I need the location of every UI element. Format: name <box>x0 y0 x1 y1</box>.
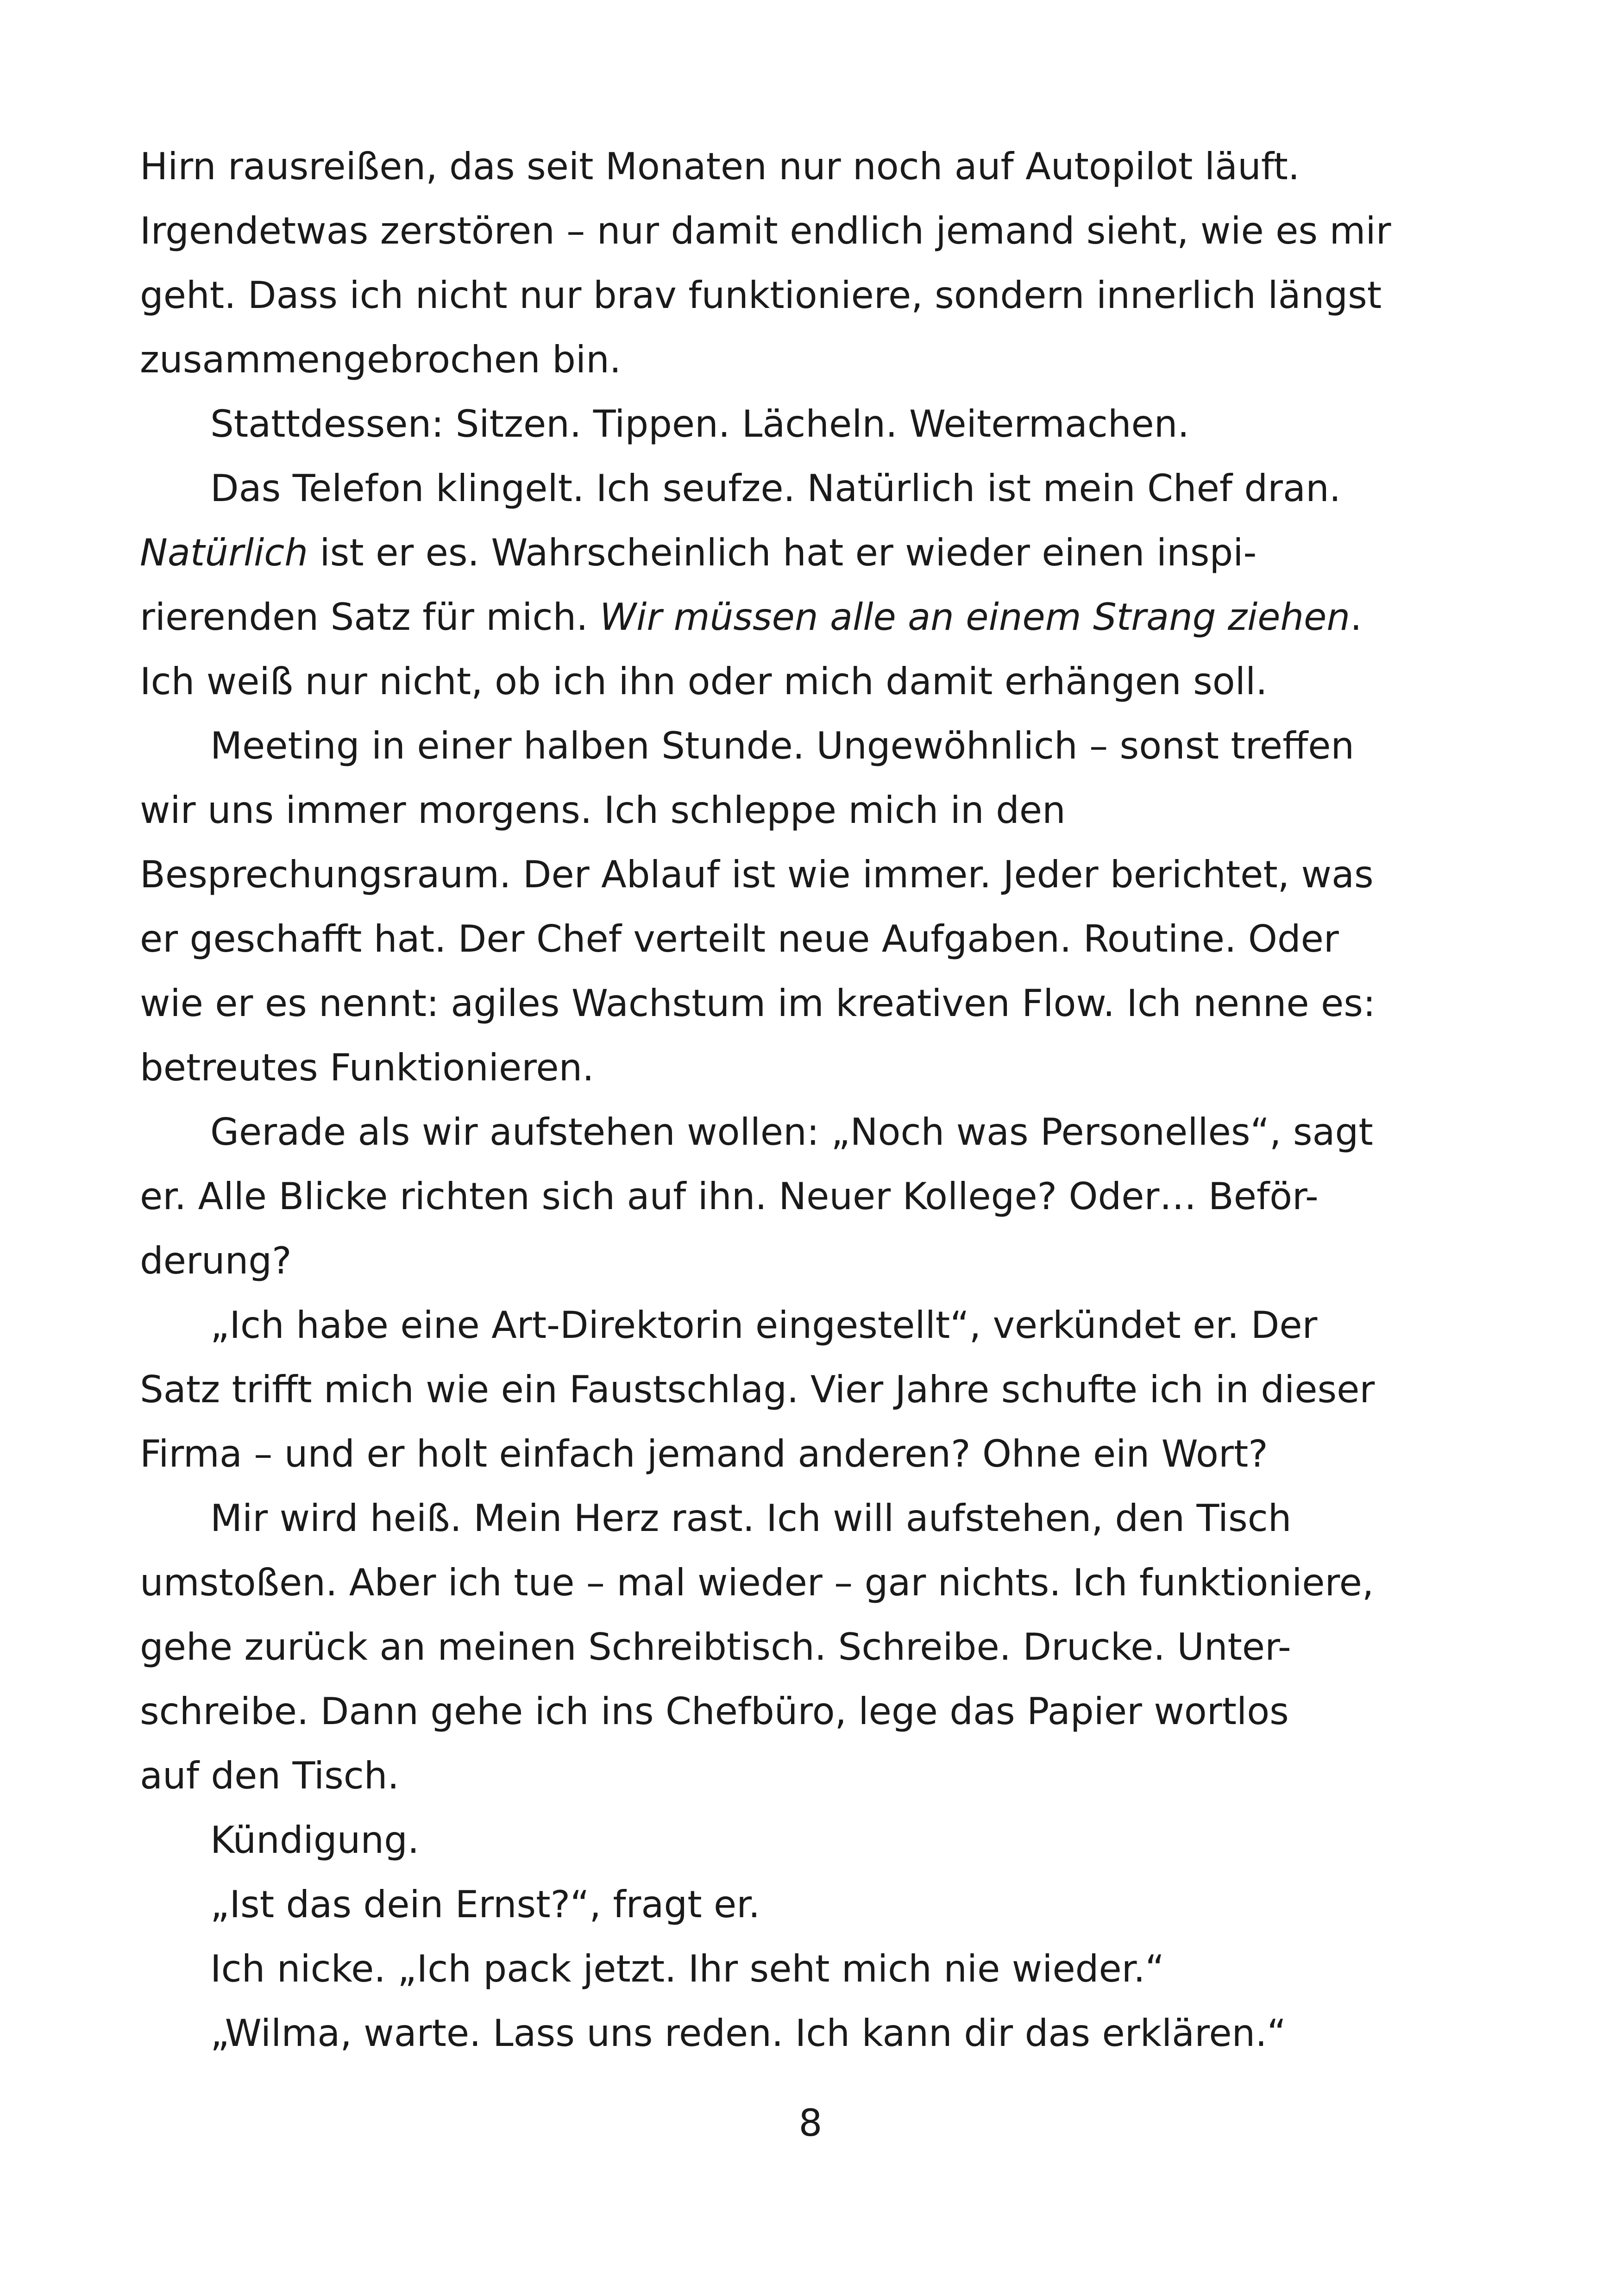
page-number: 8 <box>798 2102 823 2145</box>
text-span: Ich nicke. „Ich pack jetzt. Ihr seht mich nie wieder.“ <box>210 1947 1165 1990</box>
text-span: Stattdessen: Sitzen. Tippen. Lächeln. Weitermachen. <box>210 402 1189 445</box>
text-span: Ich weiß nur nicht, ob ich ihn oder mich damit erhängen soll. <box>140 660 1268 703</box>
text-span: Meeting in einer halben Stunde. Ungewöhnlich – sonst treffen <box>210 724 1355 767</box>
text-line <box>140 327 1483 392</box>
text-span: gehe zurück an meinen Schreibtisch. Schreibe. Drucke. Unter- <box>140 1625 1291 1669</box>
text-line <box>140 1808 1483 1872</box>
text-span: wie er es nennt: agiles Wachstum im kreativen Flow. Ich nenne es: <box>140 982 1376 1025</box>
text-span: Gerade als wir aufstehen wollen: „Noch was Personelles“, sagt <box>210 1110 1373 1154</box>
italic-text: Wir müssen alle an einem Strang ziehen <box>600 596 1351 639</box>
text-line <box>140 971 1483 1035</box>
text-line <box>140 392 1483 456</box>
text-line <box>140 714 1483 778</box>
text-line <box>140 2001 1483 2065</box>
text-line <box>140 521 1483 585</box>
text-line <box>140 1679 1483 1744</box>
text-line <box>140 778 1483 842</box>
text-line <box>140 1422 1483 1486</box>
text-span: schreibe. Dann gehe ich ins Chefbüro, lege das Papier wortlos <box>140 1690 1289 1733</box>
text-line <box>140 842 1483 907</box>
text-line <box>140 1100 1483 1164</box>
text-span: auf den Tisch. <box>140 1754 399 1797</box>
text-span: wir uns immer morgens. Ich schleppe mich in den <box>140 789 1066 832</box>
text-line <box>140 1615 1483 1679</box>
text-line <box>140 907 1483 971</box>
text-line <box>140 1164 1483 1229</box>
text-span: derung? <box>140 1239 292 1282</box>
text-line <box>140 1937 1483 2001</box>
text-span: Irgendetwas zerstören – nur damit endlich jemand sieht, wie es mir <box>140 209 1391 252</box>
text-span: Das Telefon klingelt. Ich seufze. Natürlich ist mein Chef dran. <box>210 467 1341 510</box>
text-span: Kündigung. <box>210 1819 420 1862</box>
text-line <box>140 1229 1483 1293</box>
text-line <box>140 456 1483 521</box>
text-span: Satz trifft mich wie ein Faustschlag. Vier Jahre schufte ich in dieser <box>140 1368 1375 1411</box>
text-line <box>140 1293 1483 1357</box>
text-span: geht. Dass ich nicht nur brav funktioniere, sondern innerlich längst <box>140 274 1382 317</box>
text-line <box>140 1035 1483 1100</box>
text-line <box>140 1744 1483 1808</box>
text-line <box>140 1872 1483 1937</box>
text-span: ist er es. Wahrscheinlich hat er wieder einen inspi- <box>308 531 1257 574</box>
text-span: . <box>1350 596 1362 639</box>
text-span: „Ist das dein Ernst?“, fragt er. <box>210 1883 760 1926</box>
body-text <box>140 134 1483 2065</box>
text-line <box>140 134 1483 199</box>
text-line <box>140 649 1483 714</box>
text-span: „Ich habe eine Art-Direktorin eingestellt“, verkündet er. Der <box>210 1304 1318 1347</box>
text-span: er. Alle Blicke richten sich auf ihn. Neuer Kollege? Oder… Beför- <box>140 1175 1319 1218</box>
text-span: Mir wird heiß. Mein Herz rast. Ich will aufstehen, den Tisch <box>210 1497 1292 1540</box>
text-line <box>140 1486 1483 1550</box>
text-span: er geschafft hat. Der Chef verteilt neue Aufgaben. Routine. Oder <box>140 917 1339 960</box>
text-line <box>140 1550 1483 1615</box>
text-line <box>140 263 1483 327</box>
text-span: zusammengebrochen bin. <box>140 338 622 381</box>
text-span: umstoßen. Aber ich tue – mal wieder – gar nichts. Ich funktioniere, <box>140 1561 1374 1604</box>
text-span: „Wilma, warte. Lass uns reden. Ich kann dir das erklären.“ <box>210 2012 1287 2055</box>
text-line <box>140 199 1483 263</box>
text-span: Besprechungsraum. Der Ablauf ist wie immer. Jeder berichtet, was <box>140 853 1374 896</box>
text-span: betreutes Funktionieren. <box>140 1046 594 1089</box>
text-span: Hirn rausreißen, das seit Monaten nur noch auf Autopilot läuft. <box>140 145 1300 188</box>
italic-text: Natürlich <box>140 531 308 574</box>
text-line <box>140 585 1483 649</box>
text-line <box>140 1357 1483 1422</box>
text-span: Firma – und er holt einfach jemand anderen? Ohne ein Wort? <box>140 1432 1268 1475</box>
text-span: rierenden Satz für mich. <box>140 596 600 639</box>
